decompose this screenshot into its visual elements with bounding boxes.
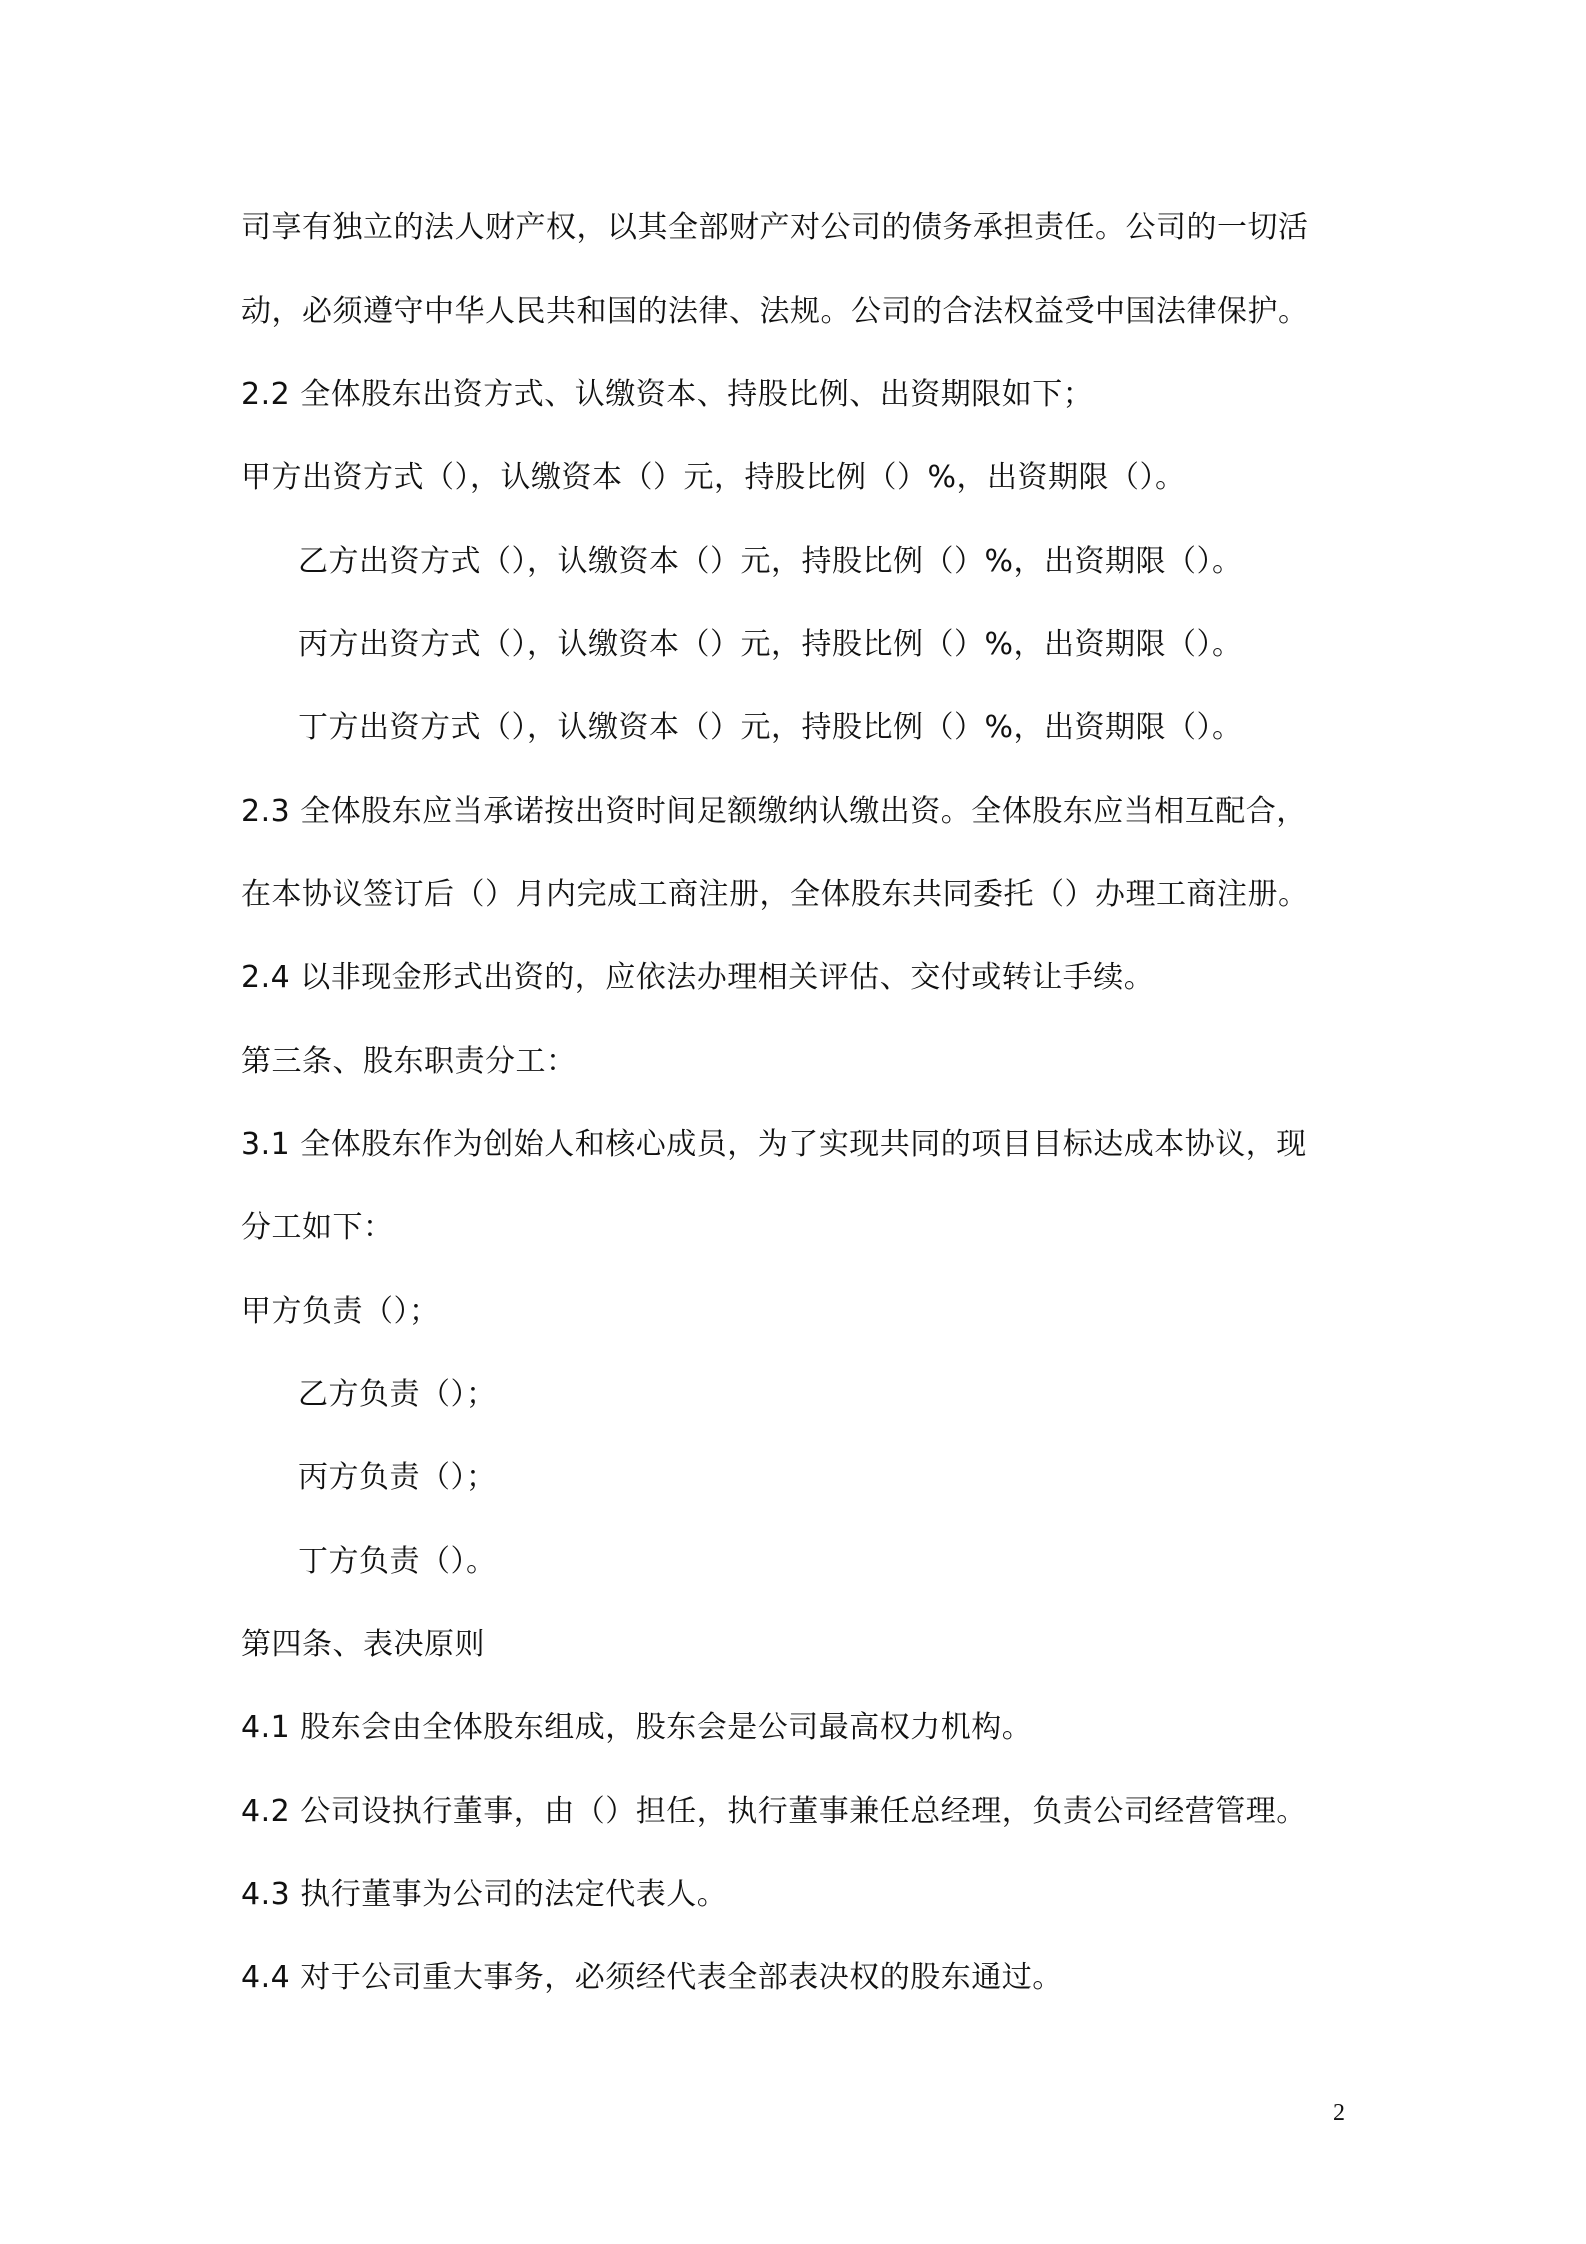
party-b-duty: 乙方负责（）； (298, 1377, 497, 1412)
clause-2-3: 2.3 全体股东应当承诺按出资时间足额缴纳认缴出资。全体股东应当相互配合， (241, 794, 1307, 829)
party-b-contribution: 乙方出资方式（），认缴资本（）元，持股比例（）%，出资期限（）。 (298, 544, 1243, 579)
party-c-contribution: 丙方出资方式（），认缴资本（）元，持股比例（）%，出资期限（）。 (298, 627, 1243, 662)
clause-4-2: 4.2 公司设执行董事，由（）担任，执行董事兼任总经理，负责公司经营管理。 (241, 1794, 1307, 1829)
party-c-duty: 丙方负责（）； (298, 1460, 497, 1495)
party-a-duty: 甲方负责（）； (241, 1294, 440, 1329)
party-d-duty: 丁方负责（）。 (298, 1544, 497, 1579)
party-d-contribution: 丁方出资方式（），认缴资本（）元，持股比例（）%，出资期限（）。 (298, 710, 1243, 745)
clause-4-4: 4.4 对于公司重大事务，必须经代表全部表决权的股东通过。 (241, 1960, 1063, 1995)
party-a-contribution: 甲方出资方式（），认缴资本（）元，持股比例（）%，出资期限（）。 (241, 460, 1186, 495)
paragraph-line: 动，必须遵守中华人民共和国的法律、法规。公司的合法权益受中国法律保护。 (241, 294, 1309, 329)
clause-3-1-continued: 分工如下： (241, 1210, 394, 1245)
clause-2-4: 2.4 以非现金形式出资的，应依法办理相关评估、交付或转让手续。 (241, 960, 1155, 995)
clause-3-1: 3.1 全体股东作为创始人和核心成员，为了实现共同的项目目标达成本协议，现 (241, 1127, 1307, 1162)
clause-2-3-continued: 在本协议签订后（）月内完成工商注册，全体股东共同委托（）办理工商注册。 (241, 877, 1309, 912)
clause-4-3: 4.3 执行董事为公司的法定代表人。 (241, 1877, 728, 1912)
article-3-heading: 第三条、股东职责分工： (241, 1044, 577, 1079)
clause-4-1: 4.1 股东会由全体股东组成，股东会是公司最高权力机构。 (241, 1710, 1033, 1745)
paragraph-line: 司享有独立的法人财产权，以其全部财产对公司的债务承担责任。公司的一切活 (241, 210, 1309, 245)
page-number: 2 (1333, 2100, 1345, 2126)
article-4-heading: 第四条、表决原则 (241, 1627, 485, 1662)
clause-2-2: 2.2 全体股东出资方式、认缴资本、持股比例、出资期限如下； (241, 377, 1094, 412)
